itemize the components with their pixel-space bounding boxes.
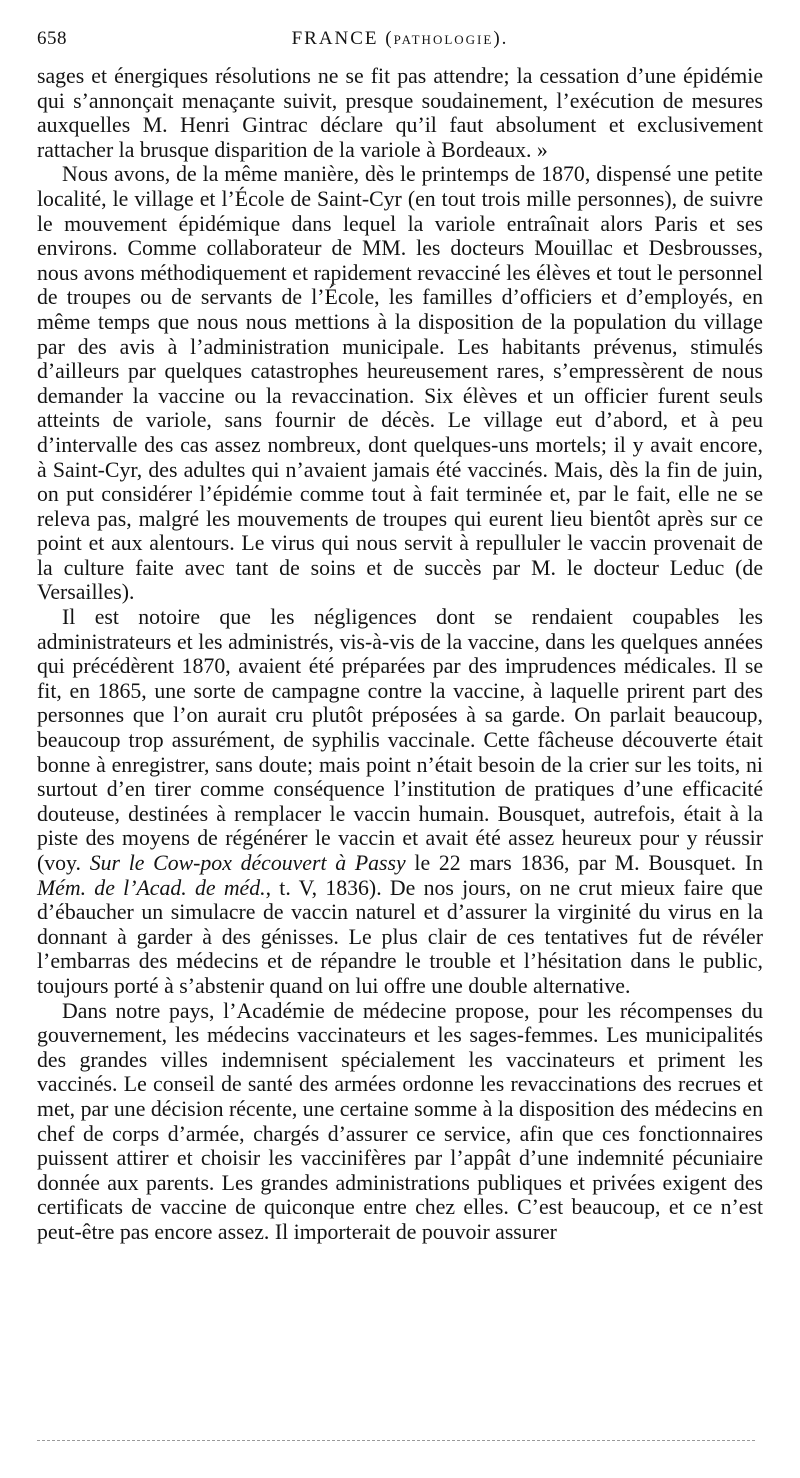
text-run: , t. V, 1836). De nos jours, on ne crut mieux faire que d’ébaucher un simulacre de vaccin naturel et d’assurer la virginité du virus en la donnant à garder à des génisses. Le plus clair de ces tentatives fut de révéler l’embarras des médecins et de répandre le trouble et l’hésitation dans le public, toujours porté à s’abstenir quand on lui offre une double alternative. [37, 875, 763, 998]
footer-rule [37, 1440, 755, 1441]
paragraph [37, 999, 763, 1245]
italic-citation: Sur le Cow-pox découvert à Passy [89, 851, 406, 875]
running-head-close: ). [493, 28, 509, 49]
running-head-subtitle: PATHOLOGIE [393, 32, 494, 47]
text-run: sages et énergiques résolutions ne se fit pas attendre; la cessation d’une épidémie qui s’annonçait menaçante suivit, presque soudainement, l’exécution de mesures auxquelles M. Henri Gintrac déclare qu’il faut absolument et exclusivement rattacher la brusque disparition de la variole à Bordeaux. » [37, 64, 763, 162]
text-run: Dans notre pays, l’Académie de médecine propose, pour les récompenses du gouvernement, les médecins vaccinateurs et les sages-femmes. Les municipalités des grandes villes indemnisent spécialement les vaccinateurs et priment les vaccinés. Le conseil de santé des armées ordonne les revaccinations des recrues et met, par une décision récente, une certaine somme à la disposition des médecins en chef de corps d’armée, chargés d’assurer ce service, afin que ces fonctionnaires puissent attirer et choisir les vaccinifères par l’appât d’une indemnité pécuniaire donnée aux parents. Les grandes administrations publiques et privées exigent des certificats de vaccine de quiconque entre chez elles. C’est beaucoup, et ce n’est peut-être pas encore assez. Il importerait de pouvoir assurer [37, 998, 763, 1244]
text-run: Il est notoire que les négligences dont se rendaient coupables les administrateurs et les administrés, vis-à-vis de la vaccine, dans les quelques années qui précédèrent 1870, avaient été préparées par des imprudences médicales. Il se fit, en 1865, une sorte de campagne contre la vaccine, à laquelle prirent part des personnes que l’on aurait cru plutôt préposées à sa garde. On parlait beaucoup, beaucoup trop assurément, de syphilis vaccinale. Cette fâcheuse découverte était bonne à enregistrer, sans doute; mais point n’était besoin de la crier sur les toits, ni surtout d’en tirer comme conséquence l’institution de pratiques d’une efficacité douteuse, destinées à remplacer le vaccin humain. Bousquet, autrefois, était à la piste des moyens de régénérer le vaccin et avait été assez heureux pour y réussir (voy. [37, 605, 763, 875]
paragraph [37, 64, 763, 162]
text-run: le 22 mars 1836, par M. Bousquet. In [405, 851, 763, 875]
body-text [37, 64, 763, 1245]
running-head-title: FRANCE ( [291, 28, 394, 49]
paragraph [37, 162, 763, 605]
running-head [37, 28, 763, 50]
text-run: Nous avons, de la même manière, dès le printemps de 1870, dispensé une petite localité, le village et l’École de Saint-Cyr (en tout trois mille personnes), de suivre le mouvement épidémique dans lequel la variole entraînait alors Paris et ses environs. Comme collaborateur de MM. les docteurs Mouillac et Desbrousses, nous avons méthodiquement et rapidement revacciné les élèves et tout le personnel de troupes ou de servants de l’École, les familles d’officiers et d’employés, en même temps que nous nous mettions à la disposition de la population du village par des avis à l’administration municipale. Les habitants prévenus, stimulés d’ailleurs par quelques catastrophes heureusement rares, s’empressèrent de nous demander la vaccine ou la revaccination. Six élèves et un officier furent seuls atteints de variole, sans fournir de décès. Le village eut d’abord, et à peu d’intervalle des cas assez nombreux, dont quelques-uns mortels; il y avait encore, à Saint-Cyr, des adultes qui n’avaient jamais été vaccinés. Mais, dès la fin de juin, on put considérer l’épidémie comme tout à fait terminée et, par le fait, elle ne se releva pas, malgré les mouvements de troupes qui eurent lieu bientôt après sur ce point et aux alentours. Le virus qui nous servit à repulluler le vaccin provenait de la culture faite avec tant de soins et de succès par M. le docteur Leduc (de Versailles). [37, 162, 763, 605]
page-number: 658 [37, 28, 67, 49]
page-header [37, 28, 763, 58]
italic-citation: Mém. de l’Acad. de méd. [37, 875, 266, 900]
paragraph [37, 605, 763, 999]
